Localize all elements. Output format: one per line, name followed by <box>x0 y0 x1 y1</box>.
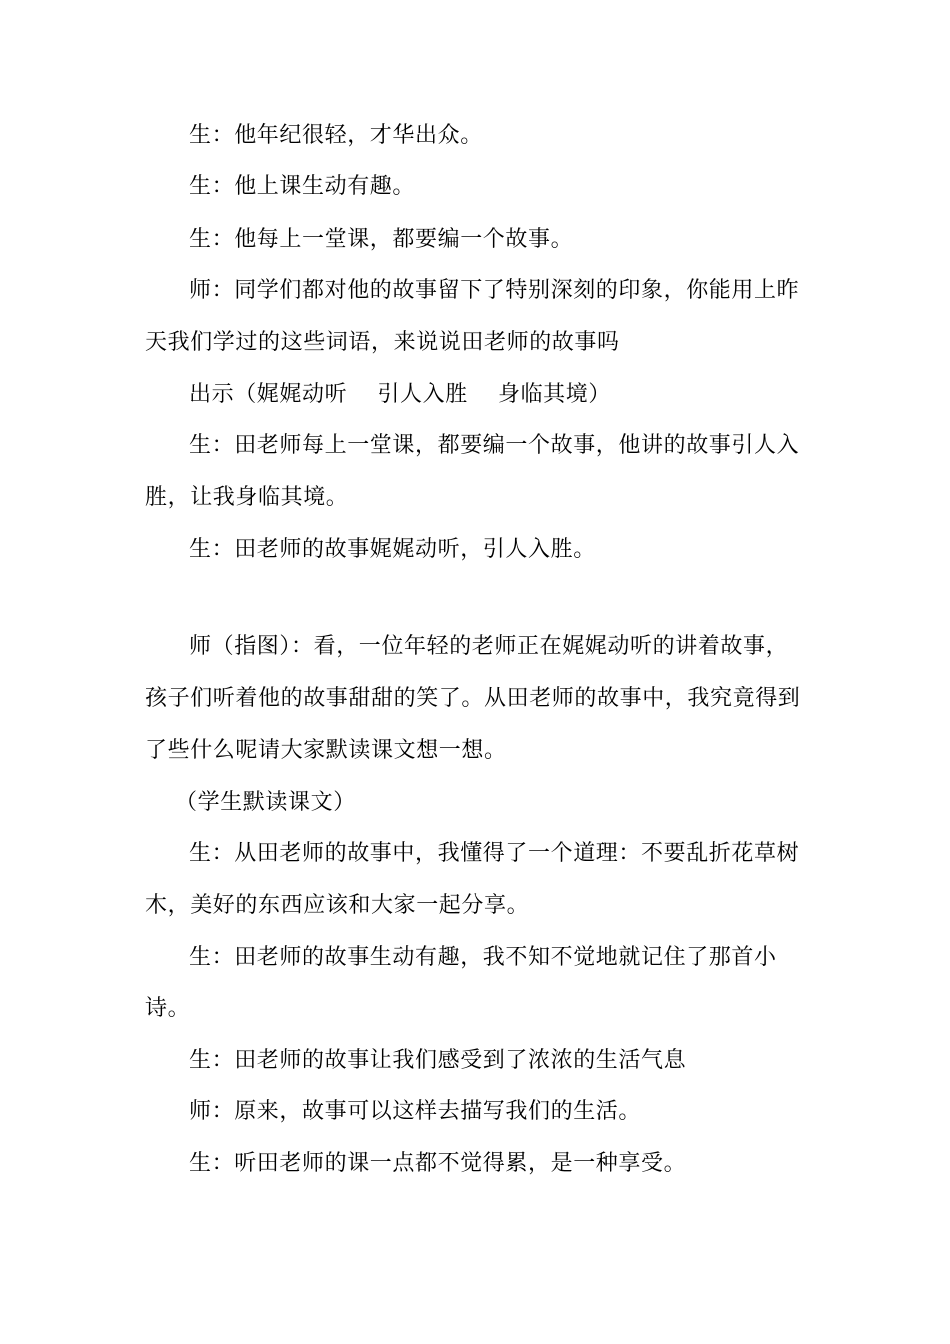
dialogue-line: 生：从田老师的故事中，我懂得了一个道理：不要乱折花草树 <box>189 841 800 866</box>
dialogue-line: 师：同学们都对他的故事留下了特别深刻的印象，你能用上昨 <box>189 278 800 303</box>
dialogue-line-continuation: 胜，让我身临其境。 <box>145 485 349 510</box>
dialogue-line: 生：他上课生动有趣。 <box>189 174 416 199</box>
dialogue-line: 生：他年纪很轻，才华出众。 <box>189 123 483 148</box>
display-words-line: 出示（娓娓动听 引人入胜 身临其境） <box>189 382 611 407</box>
dialogue-line: 师：原来，故事可以这样去描写我们的生活。 <box>189 1099 642 1124</box>
dialogue-line: 生：田老师每上一堂课，都要编一个故事，他讲的故事引人入 <box>189 433 800 458</box>
dialogue-line: 生：田老师的故事让我们感受到了浓浓的生活气息 <box>189 1048 687 1073</box>
dialogue-line: 生：田老师的故事生动有趣，我不知不觉地就记住了那首小 <box>189 945 777 970</box>
dialogue-line-continuation: 诗。 <box>145 996 191 1021</box>
dialogue-line-continuation: 了些什么呢请大家默读课文想一想。 <box>145 738 507 763</box>
stage-direction: （学生默读课文） <box>175 790 356 815</box>
dialogue-line: 师（指图）：看，一位年轻的老师正在娓娓动听的讲着故事， <box>189 634 789 659</box>
dialogue-line: 生：田老师的故事娓娓动听，引人入胜。 <box>189 537 596 562</box>
dialogue-line-continuation: 木，美好的东西应该和大家一起分享。 <box>145 893 530 918</box>
dialogue-line: 生：他每上一堂课，都要编一个故事。 <box>189 227 574 252</box>
dialogue-line: 生：听田老师的课一点都不觉得累，是一种享受。 <box>189 1151 687 1176</box>
dialogue-line-continuation: 孩子们听着他的故事甜甜的笑了。从田老师的故事中，我究竟得到 <box>145 686 801 711</box>
dialogue-line-continuation: 天我们学过的这些词语，来说说田老师的故事吗 <box>145 330 620 355</box>
